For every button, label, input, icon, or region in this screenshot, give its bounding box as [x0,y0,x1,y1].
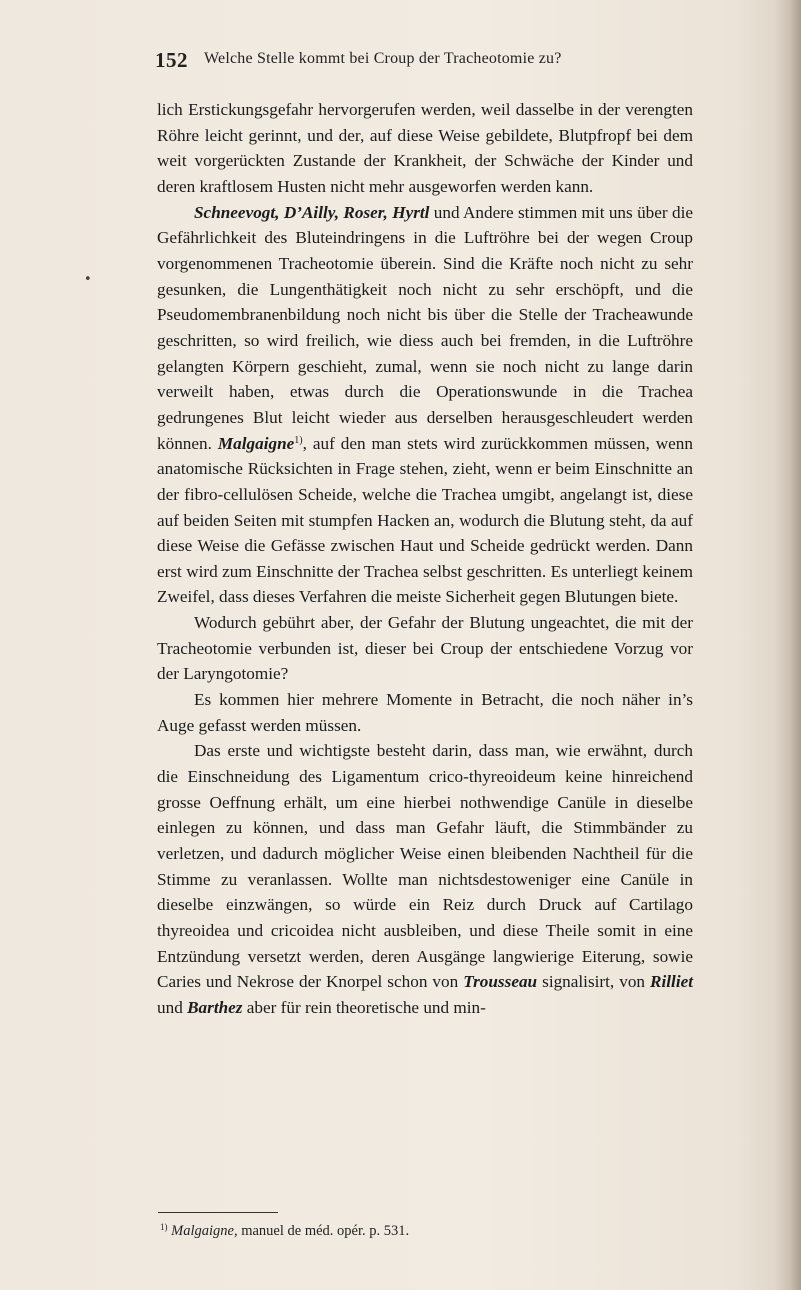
cited-author-barthez: Barthez [187,997,243,1017]
author-names: Schneevogt, D’Ailly, Roser, Hyrtl [194,202,430,222]
footnote-rule [158,1212,278,1213]
footnote [160,1223,409,1240]
cited-author-trousseau: Trousseau [463,972,538,992]
margin-mark: • [84,272,92,287]
cited-author-rilliet: Rilliet [650,972,694,992]
paragraph-3-text: Wodurch gebührt aber, der Gefahr der Blutung ungeachtet, die mit der Tracheotomie verbunden ist, dieser bei Croup der entschiedene Vorzug vor der Laryngotomie? [157,613,693,684]
page-spine-shadow [775,0,801,1290]
paragraph-2-text-a: und Andere stimmen mit uns über die Gefährlichkeit des Bluteindringens in die Luftröhre bei der wegen Croup vorgenommenen Tracheotomie überein. Sind die Kräfte noch nicht zu sehr gesunken, die Lungenthätigkeit noch nicht zu sehr erschöpft, und die Pseudomembranenbildung noch nicht bis über die Stelle der Tracheawunde geschritten, so wird freilich, wie diess auch bei fremden, in die Luftröhre gelangten Körpern geschieht, zumal, wenn sie noch nicht zu lange darin verweilt haben, etwas durch die Operationswunde in die Trachea gedrungenes Blut leicht wieder aus derselben herausgeschleudert werden können. [157,202,693,453]
paragraph-5 [157,738,693,1020]
running-head: Welche Stelle kommt bei Croup der Tracheotomie zu? [204,50,562,67]
paragraph-3 [157,610,693,687]
paragraph-2 [157,200,693,611]
paragraph-5-text-c: und [157,997,188,1017]
body-text [157,97,693,1021]
page-number: 152 [155,48,188,72]
footnote-reference: 1) [294,434,303,446]
paragraph-1-text: lich Erstickungsgefahr hervorgerufen werden, weil dasselbe in der verengten Röhre leicht gerinnt, und der, auf diese Weise gebildete, Blutpfropf bei dem weit vorgerückten Zustande der Krankheit, der Schwäche der Kinder und deren kraftlosem Husten nicht mehr ausgeworfen werden kann. [157,100,693,196]
paragraph-5-text-b: signalisirt, von [537,972,651,992]
paragraph-4 [157,687,693,738]
cited-author-malgaigne: Malgaigne [217,433,295,453]
paragraph-2-text-b: , auf den man stets wird zurückkommen müssen, wenn anatomische Rücksichten in Frage stehen, zieht, wenn er beim Einschnitte an der fibro-cellulösen Scheide, welche die Trachea umgibt, angelangt ist, diese auf beiden Seiten mit stumpfen Hacken an, wodurch die Blutung steht, da auf diese Weise die Gefässe zwischen Haut und Scheide gedrückt werden. Dann erst wird zum Einschnitte der Trachea selbst geschritten. Es unterliegt keinem Zweifel, dass dieses Verfahren die meiste Sicherheit gegen Blutungen biete. [157,433,693,607]
footnote-text: , manuel de méd. opér. p. 531. [233,1223,410,1239]
paragraph-5-text-a: Das erste und wichtigste besteht darin, dass man, wie erwähnt, durch die Einschneidung des Ligamentum crico-thyreoideum keine hinreichend grosse Oeffnung erhält, um eine hierbei nothwendige Canüle in dieselbe einlegen zu können, und dass man Gefahr läuft, die Stimmbänder zu verletzen, und dadurch möglicher Weise einen bleibenden Nachtheil für die Stimme zu veranlassen. Wollte man nichtsdestoweniger eine Canüle in dieselbe einzwängen, so würde ein Reiz durch Druck auf Cartilago thyreoidea und cricoidea nicht ausbleiben, und diese Theile somit in eine Entzündung versetzt werden, deren Ausgänge langwierige Eiterung, sowie Caries und Nekrose der Knorpel schon von [157,741,693,992]
paragraph-5-text-d: aber für rein theoretische und min- [242,997,486,1017]
paragraph-1 [157,97,693,200]
paragraph-4-text: Es kommen hier mehrere Momente in Betracht, die noch näher in’s Auge gefasst werden müssen. [157,690,693,735]
footnote-author: Malgaigne [171,1223,234,1239]
footnote-marker: 1) [160,1222,168,1232]
